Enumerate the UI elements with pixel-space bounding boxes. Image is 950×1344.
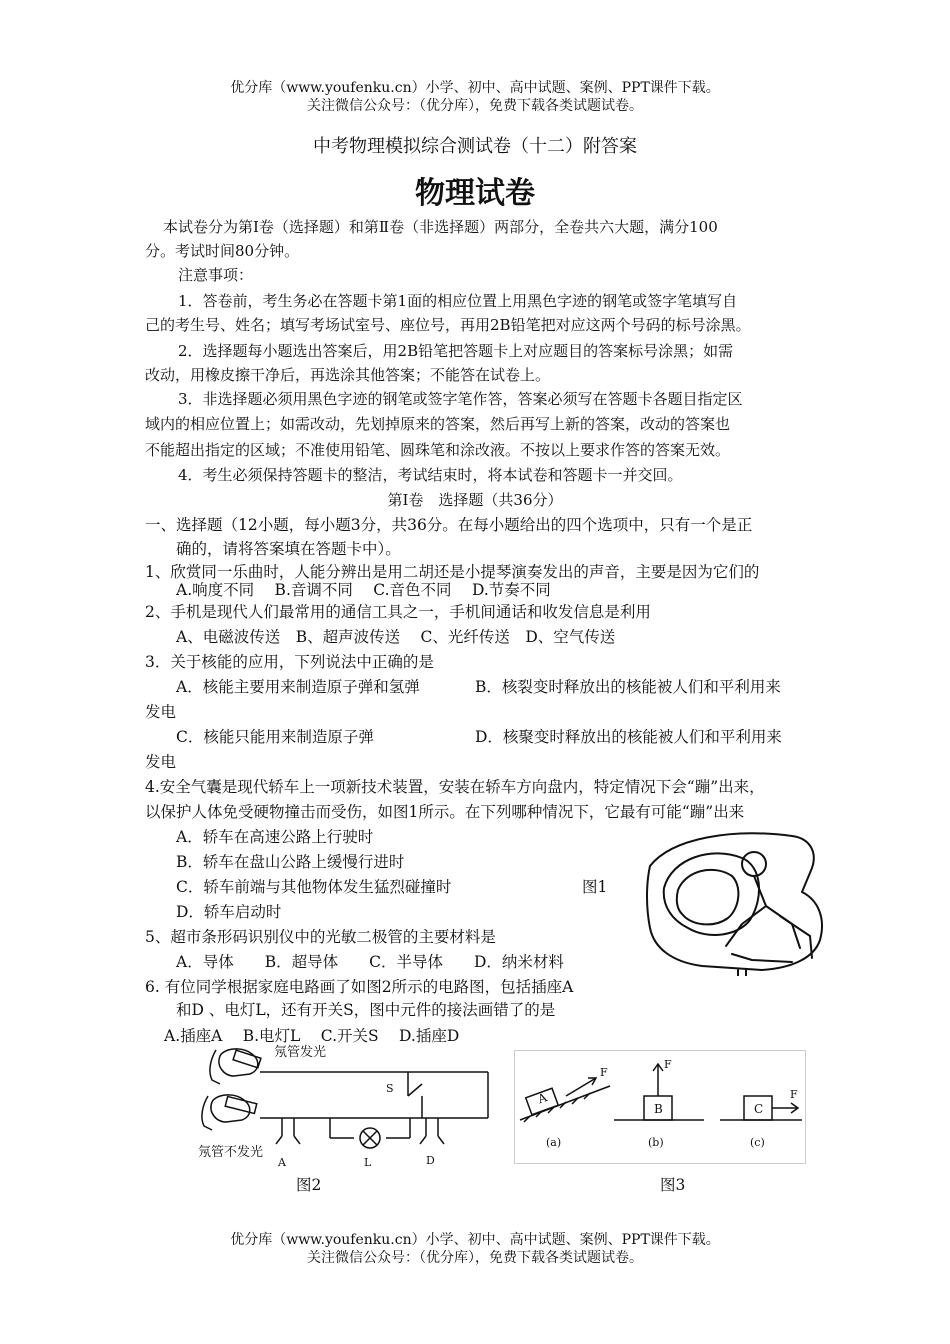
question-4a: 4.安全气囊是现代轿车上一项新技术装置，安装在轿车方向盘内，特定情况下会“蹦”出来，: [145, 778, 765, 796]
question-3-option-d: D．核聚变时释放出的核能被人们和平利用来: [475, 728, 782, 746]
figure-1-caption: 图1: [582, 878, 608, 896]
question-5-options: A．导体 B．超导体 C．半导体 D．纳米材料: [176, 953, 564, 971]
section-heading: 第Ⅰ卷 选择题（共36分）: [387, 491, 563, 509]
notice-3c: 不能超出指定的区域；不准使用铅笔、圆珠笔和涂改液。不按以上要求作答的答案无效。: [145, 441, 731, 459]
block-b-label: B: [654, 1102, 663, 1116]
notice-2b: 改动，用橡皮擦干净后，再选涂其他答案；不能答在试卷上。: [145, 366, 551, 384]
part1-heading-b: 确的，请将答案填在答题卡中）。: [176, 540, 401, 558]
notice-1a: 1．答卷前，考生务必在答题卡第1面的相应位置上用黑色字迹的钢笔或签字笔填写自: [178, 292, 738, 310]
notice-4: 4．考生必须保持答题卡的整洁，考试结束时，将本试卷和答题卡一并交回。: [178, 466, 683, 484]
question-3-option-b-cont: 发电: [145, 703, 177, 721]
notice-title: 注意事项：: [178, 266, 254, 284]
question-3-option-b: B．核裂变时释放出的核能被人们和平利用来: [475, 678, 781, 696]
notice-1b: 己的考生号、姓名；填写考场试室号、座位号，再用2B铅笔把对应这两个号码的标号涂黑。: [145, 316, 751, 334]
figure-3-caption: 图3: [660, 1176, 686, 1194]
neon-off-label: 氖管不发光: [198, 1145, 264, 1160]
block-c-label: C: [754, 1102, 764, 1116]
force-diagrams: [514, 1050, 806, 1164]
question-2: 2、手机是现代人们最常用的通信工具之一，手机间通话和收发信息是利用: [145, 603, 651, 621]
question-4-option-d: D．轿车启动时: [176, 903, 282, 921]
figure-2-caption: 图2: [296, 1176, 322, 1194]
question-4-option-c: C．轿车前端与其他物体发生猛烈碰撞时: [176, 878, 452, 896]
notice-3b: 域内的相应位置上；如需改动，先划掉原来的答案，然后再写上新的答案，改动的答案也: [145, 415, 731, 433]
question-4-option-a: A．轿车在高速公路上行驶时: [176, 828, 374, 846]
footer-line-1: 优分库（www.youfenku.cn）小学、初中、高中试题、案例、PPT课件下载。: [230, 1232, 720, 1248]
question-3: 3．关于核能的应用，下列说法中正确的是: [145, 653, 434, 671]
lamp-label: L: [364, 1156, 372, 1169]
circuit-diagram: [190, 1040, 500, 1174]
question-6b: 和D 、电灯L，还有开关S，图中元件的接法画错了的是: [176, 1001, 556, 1019]
header-line-1: 优分库（www.youfenku.cn）小学、初中、高中试题、案例、PPT课件下载。: [230, 80, 720, 96]
question-1: 1、欣赏同一乐曲时，人能分辨出是用二胡还是小提琴演奏发出的声音，主要是因为它们的: [145, 563, 760, 581]
diagram-a-caption: (a): [546, 1136, 562, 1149]
question-1-options: A.响度不同 B.音调不同 C.音色不同 D.节奏不同: [176, 581, 551, 599]
block-a-label: A: [535, 1090, 549, 1107]
intro-line-1: 本试卷分为第Ⅰ卷（选择题）和第Ⅱ卷（非选择题）两部分，全卷共六大题，满分100: [163, 218, 718, 236]
question-4-option-b: B．轿车在盘山公路上缓慢行进时: [176, 853, 405, 871]
question-6-options: A.插座A B.电灯L C.开关S D.插座D: [164, 1027, 460, 1045]
question-3-option-a: A．核能主要用来制造原子弹和氢弹: [176, 678, 420, 696]
diagram-b-caption: (b): [648, 1136, 664, 1149]
question-2-options: A、电磁波传送 B、超声波传送 C、光纤传送 D、空气传送: [176, 628, 616, 646]
header-line-2: 关注微信公众号：（优分库），免费下载各类试题试卷。: [307, 98, 643, 114]
force-b-label: F: [664, 1058, 672, 1071]
intro-line-2: 分。考试时间80分钟。: [145, 242, 300, 260]
socket-a-label: A: [278, 1156, 286, 1169]
diagram-c-caption: (c): [750, 1136, 765, 1149]
exam-subtitle: 中考物理模拟综合测试卷（十二）附答案: [313, 136, 637, 157]
question-6a: 6. 有位同学根据家庭电路画了如图2所示的电路图，包括插座A: [145, 978, 574, 996]
footer-line-2: 关注微信公众号：（优分库），免费下载各类试题试卷。: [307, 1250, 643, 1266]
question-4b: 以保护人体免受硬物撞击而受伤，如图1所示。在下列哪种情况下，它最有可能“蹦”出来: [145, 803, 745, 821]
question-3-option-d-cont: 发电: [145, 753, 177, 771]
exam-title: 物理试卷: [415, 176, 535, 211]
question-3-option-c: C．核能只能用来制造原子弹: [176, 728, 374, 746]
part1-heading-a: 一、选择题（12小题，每小题3分，共36分。在每小题给出的四个选项中，只有一个是正: [145, 516, 753, 534]
socket-d-label: D: [426, 1154, 435, 1167]
force-a-label: F: [600, 1066, 608, 1079]
neon-on-label: 氖管发光: [274, 1045, 327, 1060]
notice-2a: 2．选择题每小题选出答案后，用2B铅笔把答题卡上对应题目的答案标号涂黑；如需: [178, 342, 734, 360]
airbag-illustration: [642, 828, 832, 976]
switch-label: S: [386, 1082, 394, 1095]
question-5: 5、超市条形码识别仪中的光敏二极管的主要材料是: [145, 928, 496, 946]
force-c-label: F: [790, 1088, 798, 1101]
notice-3a: 3．非选择题必须用黑色字迹的钢笔或签字笔作答，答案必须写在答题卡各题目指定区: [178, 390, 743, 408]
